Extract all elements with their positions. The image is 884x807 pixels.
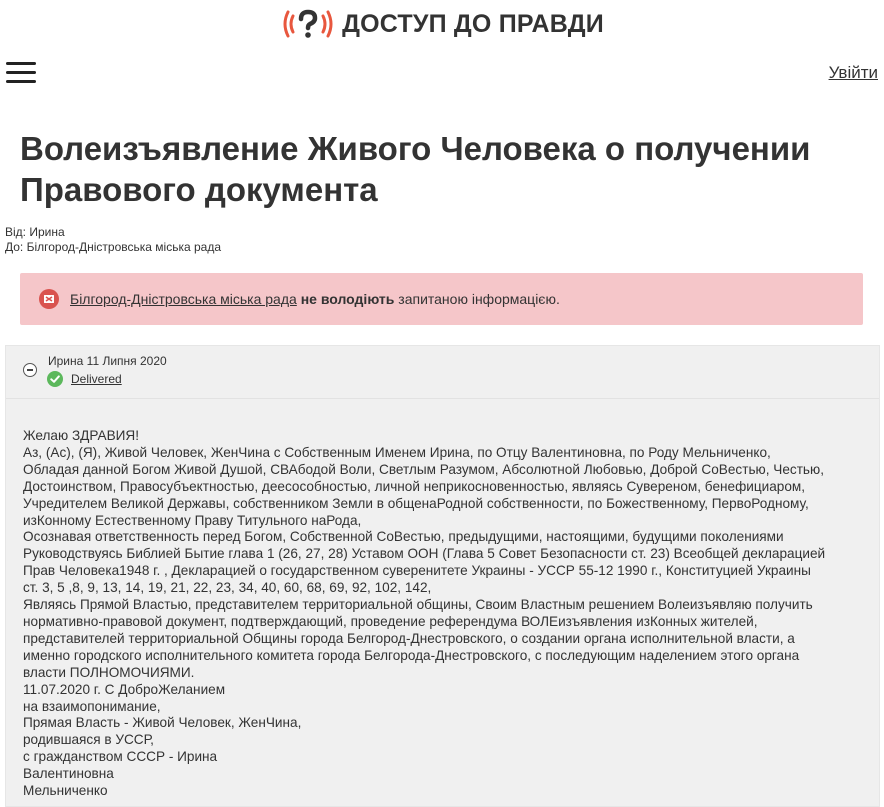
- delivered-link[interactable]: Delivered: [71, 372, 122, 386]
- status-rest: запитаною інформацією.: [398, 291, 560, 307]
- message-date: 11 Липня 2020: [86, 354, 167, 368]
- site-header: [0, 0, 884, 50]
- message-sender: [48, 354, 167, 368]
- top-bar: [0, 50, 884, 95]
- from-label: Від: Ирина: [5, 225, 65, 239]
- rejected-envelope-icon: [39, 289, 59, 309]
- message-body: Желаю ЗДРАВИЯ! Аз, (Ас), (Я), Живой Человек, ЖенЧина с Собственным Именем Ирина, по Отцу Валентиновна, по Роду Мельниченко, Обладая данной Богом Живой Душой, СВАбодой Воли, Светлым Разумом, Абсолютной Любовью, Доброй СоВестью, Честью, Достоинством, Правосубъектностью, деесособностью, личной неприкосновенностью, являясь Сувереном, бенефициаром, Учредителем Великой Державы, собственником Земли в общенаРодной собственности, по Божественному, ПервоРодному, изКонному Естественному Праву Титульного наРода, Осознавая ответственность перед Богом, Собственной СоВестью, предыдущими, настоящими, будущими поколениями Руководствуясь Библией Бытие глава 1 (26, 27, 28) Уставом ООН (Глава 5 Совет Безопасности ст. 23) Всеобщей декларацией Прав Человека1948 г. , Декларацией о государственном суверенитете Украины - УССР 55-12 1990 г., Конституцией Украины ст. 3, 5 ,8, 9, 13, 14, 19, 21, 22, 23, 34, 40, 60, 68, 69, 92, 102, 142, Являясь Прямой Властью, представителем территориальной общины, Своим Властным решением Волеизъявляю получить нормативно-правовой документ, подтверждающий, проведение референдума ВОЛЕизъявления изКонных жителей, представителей территориальной Общины города Белгород-Днестровского, о создании органа исполнительной власти, а именно городского исполнительного комитета города Белгорода-Днестровского, с последующим наделением этого органа власти ПОЛНОМОЧИЯМИ. 11.07.2020 г. С ДоброЖеланием на взаимопонимание, Прямая Власть - Живой Человек, ЖенЧина, родившаяся в УССР, с гражданством СССР - Ирина Валентиновна Мельниченко: [23, 428, 826, 799]
- login-link[interactable]: Увійти: [828, 63, 878, 82]
- authority-link[interactable]: Білгород-Дністровська міська рада: [70, 291, 297, 307]
- hamburger-menu-icon[interactable]: [6, 62, 36, 84]
- minus-circle-icon[interactable]: [23, 363, 37, 377]
- sender-name: Ирина: [48, 354, 84, 368]
- page-title: Волеизъявление Живого Человека о получении Правового документа: [20, 130, 811, 208]
- check-circle-icon: [47, 371, 63, 387]
- logo-text: ДОСТУП ДО ПРАВДИ: [342, 9, 604, 38]
- message-header: [6, 346, 879, 399]
- to-label: До: Білгород-Дністровська міська рада: [5, 240, 222, 254]
- question-signal-icon: [280, 8, 336, 40]
- alert-text: [70, 291, 560, 307]
- correspondence-message: [5, 345, 880, 807]
- status-bold: не володіють: [300, 291, 395, 307]
- delivery-status: [47, 371, 122, 387]
- request-meta: [5, 225, 221, 255]
- status-alert: [20, 273, 863, 325]
- site-logo[interactable]: [0, 8, 884, 40]
